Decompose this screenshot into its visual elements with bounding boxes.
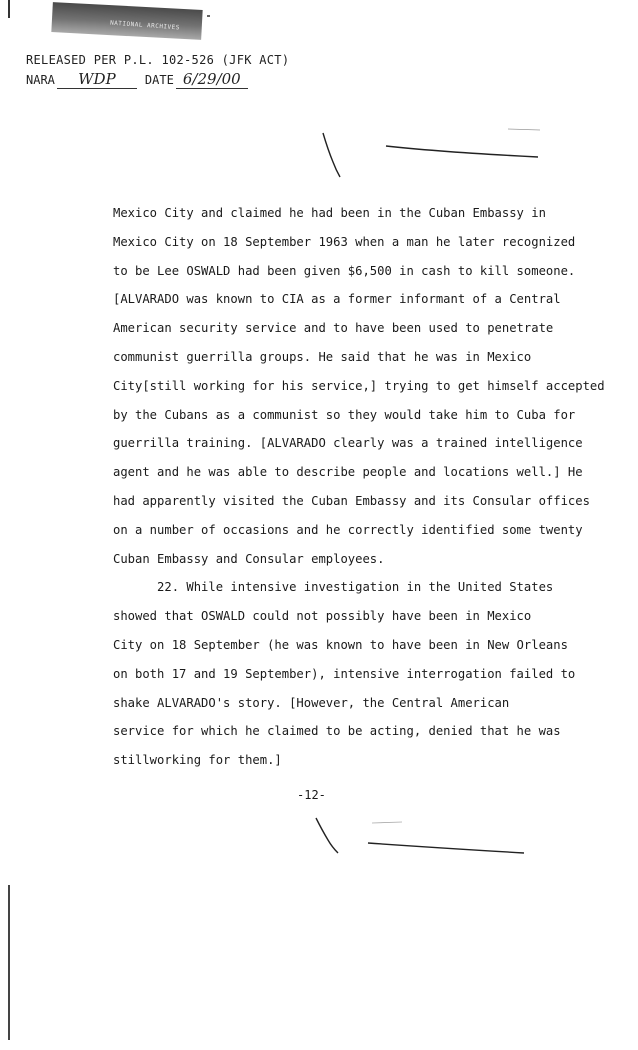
page-number: -12-	[297, 788, 326, 802]
text-line: on both 17 and 19 September), intensive interrogation failed to	[113, 666, 576, 681]
underline-mark-2	[368, 843, 524, 853]
underline-mark-1	[386, 146, 538, 157]
text-line: City[still working for his service,] trying to get himself accepted	[113, 378, 605, 393]
text-line: [ALVARADO was known to CIA as a former informant of a Central	[113, 292, 561, 307]
text-line: Mexico City and claimed he had been in the Cuban Embassy in	[113, 206, 546, 220]
text-line: stillworking for them.]	[113, 753, 282, 768]
nara-initials: WDP	[57, 70, 137, 89]
text-line: to be Lee OSWALD had been given $6,500 in cash to kill someone.	[113, 263, 576, 278]
text-line: communist guerrilla groups. He said that he was in Mexico	[113, 349, 532, 364]
text-line: 22. While intensive investigation in the United States	[113, 580, 554, 595]
nara-line	[26, 70, 256, 89]
date-label: DATE	[144, 73, 174, 87]
text-line: by the Cubans as a communist so they would take him to Cuba for	[113, 407, 576, 422]
nara-label: NARA	[26, 73, 55, 87]
text-line: agent and he was able to describe people and locations well.] He	[113, 465, 583, 480]
date-value: 6/29/00	[176, 70, 248, 89]
text-line: guerrilla training. [ALVARADO clearly was a trained intelligence	[113, 436, 583, 451]
text-line: on a number of occasions and he correctly identified some twenty	[113, 522, 583, 537]
bracket-mark-2	[316, 818, 338, 853]
text-line: service for which he claimed to be acting, denied that he was	[113, 724, 561, 739]
scan-edge-mark	[8, 0, 10, 18]
faint-mark-2	[372, 822, 402, 823]
text-line: American security service and to have been used to penetrate	[113, 321, 554, 336]
release-notice: RELEASED PER P.L. 102-526 (JFK ACT)	[26, 53, 290, 67]
archive-stamp-text: NATIONAL ARCHIVES	[109, 19, 181, 32]
bracket-mark-1	[323, 133, 340, 177]
text-line: showed that OSWALD could not possibly have been in Mexico	[113, 609, 532, 624]
text-line: had apparently visited the Cuban Embassy and its Consular offices	[113, 493, 590, 508]
document-body	[113, 199, 605, 775]
text-line: shake ALVARADO's story. [However, the Central American	[113, 695, 510, 710]
faint-mark-1	[508, 129, 540, 130]
text-line: City on 18 September (he was known to have been in New Orleans	[113, 637, 568, 652]
text-line: Cuban Embassy and Consular employees.	[113, 551, 385, 566]
scan-edge-line	[8, 885, 10, 1040]
text-line: Mexico City on 18 September 1963 when a man he later recognized	[113, 234, 576, 249]
